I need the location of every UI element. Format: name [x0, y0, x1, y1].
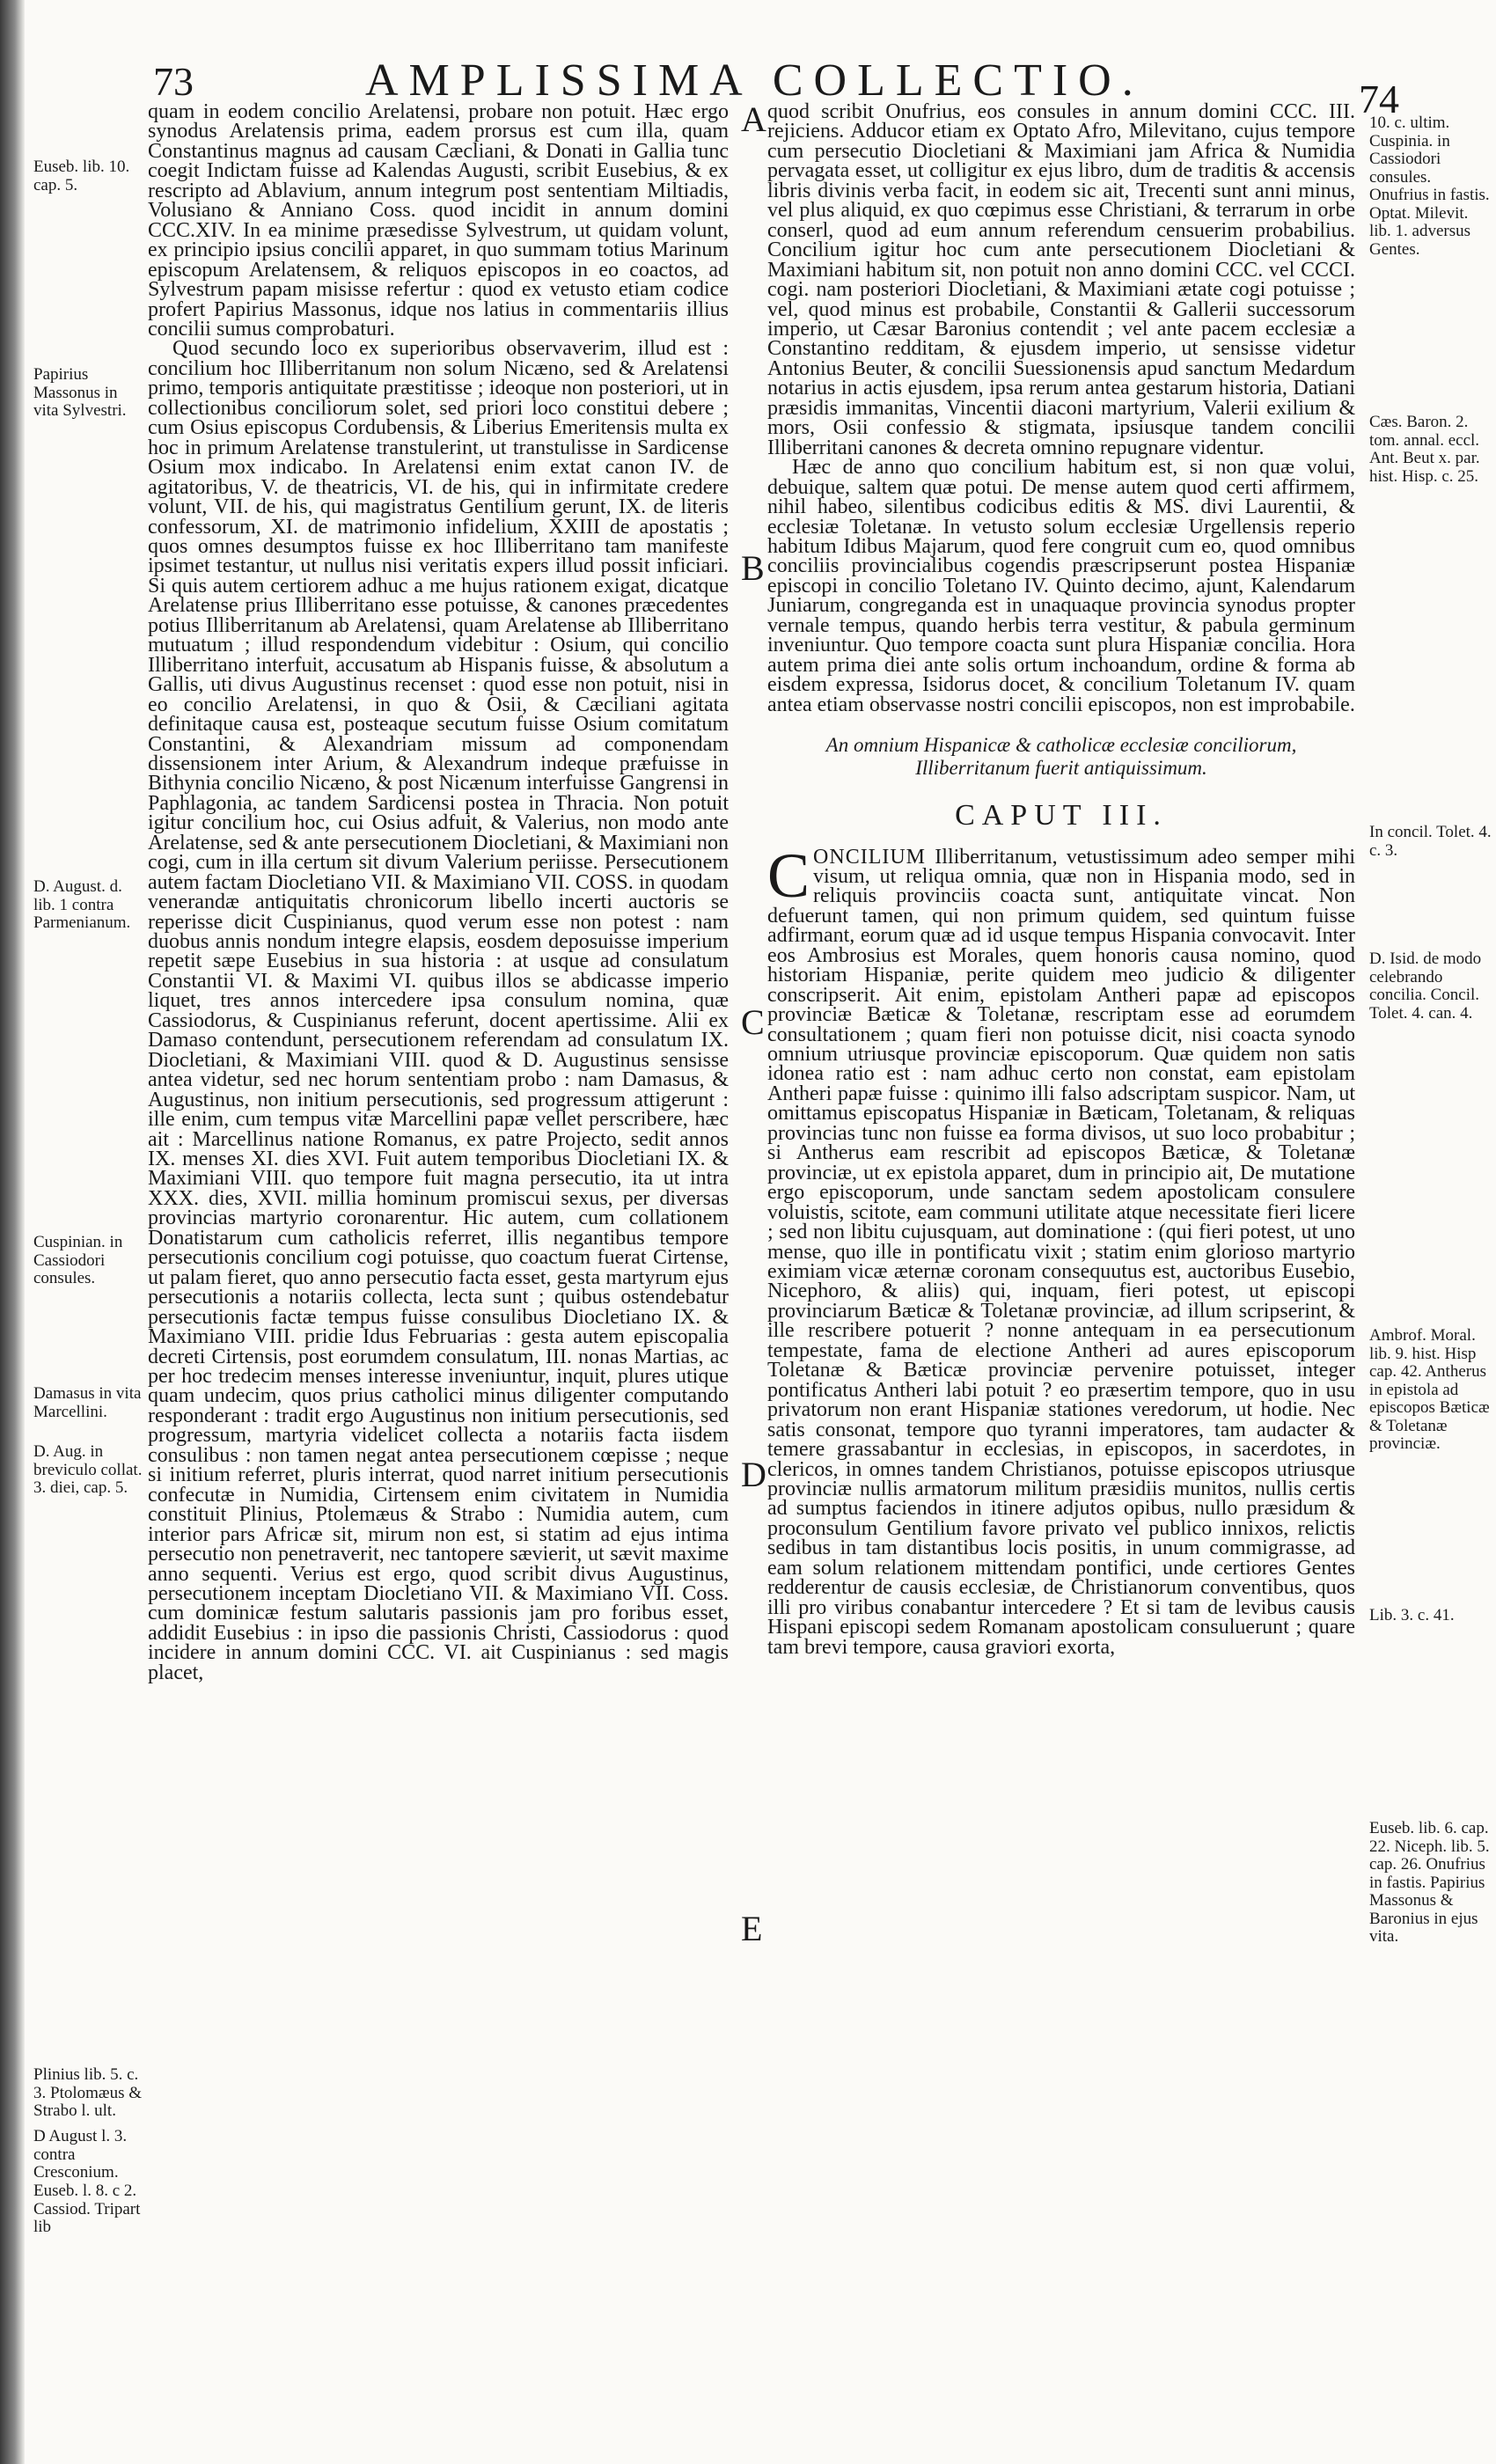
page-number-right: 74	[1359, 77, 1399, 121]
chapter-first-word: ONCILIUM	[813, 845, 927, 869]
page-number-left: 73	[153, 59, 194, 104]
margin-note-right: 10. c. ultim. Cuspinia. in Cassiodori consules. Onufrius in fastis. Optat. Milevit. lib. 1. adversus Gentes.	[1369, 114, 1490, 259]
section-letter-a: A	[741, 99, 766, 139]
paragraph: quod scribit Onufrius, eos consules in annum domini CCC. III. rejiciens. Adducor etiam ex Optato Afro, Milevitano, cujus tempore cum persecutio Diocletiani & Maximiani jam Africa & Numidia pervagata esset, ut colligitur ex ejus libro, dum de traditis & accensis libris divinis verba facit, in eodem sic ait, Trecenti sunt anni minus, vel plus aliquid, ex quo cœpimus esse Christiani, & terrarum in orbe conserl, quod ad eum annum referendum censuerim probabilius. Concilium igitur hoc cum ante persecutionem Diocletiani & Maximiani habitum sit, non potuit non anno domini CCC. vel CCCI. cogi. nam posteriori Diocletiani, & Maximiani ætate cogi potuisse ; vel, quod minus est probabile, Constantii & Gallerii successorum imperio, ut Cæsar Baronius contendit ; vel ante pacem ecclesiæ a Constantino redditam, & ejusdem imperio, ut sensisse videtur Antonius Beuter, & concilii Suessionensis apud sanctum Medardum notarius in actis ejusdem, ipsa rerum antea gestarum historia, Datiani præsidis immanitas, Vincentii diaconi martyrium, Valerii exilium & mors, Osii confessio & stigmata, ipsiusque tandem concilii Illiberritani canones & decreta omnino repugnare videntur.	[767, 100, 1355, 459]
chapter-paragraph	[767, 840, 1355, 1659]
margin-note-left: D. Aug. in breviculo collat. 3. diei, cap. 5.	[33, 1442, 143, 1497]
margin-note-left: D. August. d. lib. 1 contra Parmenianum.	[33, 877, 131, 932]
margin-note-right: In concil. Tolet. 4. c. 3.	[1369, 823, 1492, 860]
margin-note-left: Cuspinian. in Cassiodori consules.	[33, 1233, 123, 1287]
margin-note-left: Euseb. l. 8. c 2. Cassiod. Tripart lib	[33, 2182, 141, 2236]
section-letter-d: D	[741, 1455, 766, 1494]
margin-note-right: Lib. 3. c. 41.	[1369, 1606, 1455, 1624]
chapter-heading: CAPUT III.	[955, 799, 1168, 832]
margin-note-left: D August l. 3. contra Cresconium.	[33, 2127, 128, 2182]
paragraph: Hæc de anno quo concilium habitum est, si non quæ volui, debuique, saltem quæ potui. De mense autem quod certi affirmem, nihil habeo, silentibus codicibus editis & MS. divi Laurentii, & ecclesiæ Toletanæ. In vetusto solum ecclesiæ Urgellensis reperio habitum Idibus Majarum, quod fere congruit cum eo, quod omnibus conciliis provincialibus cogendis præscripserunt postea Hispaniæ episcopi in concilio Toletano IV. Quinto decimo, ajunt, Kalendarum Juniarum, congreganda est in unaquaque provincia synodus propter vernale tempus, quando herbis terra vestitur, & pabula germinum inveniuntur. Quo tempore coacta sunt plura Hispaniæ concilia. Hora autem prima diei ante solis ortum inchoandum, ordine & forma ab eisdem expressa, Isidorus docet, & concilium Toletanum IV. quam antea etiam observasse nostri concilii episcopos, non est improbabile.	[767, 456, 1355, 716]
paragraph: quam in eodem concilio Arelatensi, probare non potuit. Hæc ergo synodus Arelatensis prima, eadem prorsus est cum illa, quam Constantinus magnus ad causam Cæcliani, & Donati in Gallia tunc coegit Indictam fuisse ad Kalendas Augusti, scribit Eusebius, & ex rescripto ad Ablavium, annum integrum post sententiam Miltiadis, Volusiano & Anniano Coss. quod incidit in annum domini CCC.XIV. In ea minime præsedisse Sylvestrum, ut quidam volunt, ex principio ipsius concilii apparet, in quo summam totius Marinum episcopum Arelatensem, & reliquos episcopos in eo coactos, ad Sylvestrum papam misisse refertur : quod ex vetusto etiam codice profert Papirius Massonus, idque nos latius in commentariis illius concilii sumus comprobaturi.	[148, 100, 729, 341]
chapter-body: Illiberritanum, vetustissimum adeo semper mihi visum, ut reliqua omnia, quæ non in Hispania modo, sed in reliquis provinciis coacta sunt, antiquitate vincat. Non defuerunt tamen, qui non primum quidem, sed quintum fuisse adfirmant, eorum quæ ad id usque tempus Hispania convocavit. Inter eos Ambrosius est Morales, quem honoris causa nomino, quod historiam Hispaniæ, perite quidem meo judicio & diligenter conscripserit. Ait enim, epistolam Antheri papæ ad episcopos provinciæ Bæticæ & Toletanæ, rescriptam esse ad eorumdem consultationem ; quam fieri non potuisse dicit, nisi coacta synodo omnium utriusque provinciæ episcoporum. Quæ quidem non satis idonea ratio est : nam adhuc certo non constat, eam epistolam Antheri papæ fuisse : quinimo illi falso adscriptam suspicor. Nam, ut omittamus episcopatus Hispaniæ in Bæticam, Toletanam, & reliquas provincias tunc non fuisse ea forma divisos, ut suo loco probabitur ; si Antherus eam rescribit ad episcopos Bæticæ, & Toletanæ provinciæ, ut ex epistola apparet, dum in principio ait, De mutatione ergo episcoporum, unde sanctam sedem apostolicam consulere voluistis, scitote, eam communi utilitate atque necessitate fieri licere ; sed non libitu cujusquam, aut dominatione : (qui fieri potest, ut uno mense, quo ille in pontificatu vixit ; statim enim glorioso martyrio eximiam vicæ æternæ coronam consequutus est, auctoribus Eusebio, Nicephoro, & aliis) qui, inquam, fieri potest, ut episcopi provinciarum Bæticæ & Toletanæ provinciæ, ad illum scripserint, & ille rescribere potuerit ? nonne antequam in ea persecutionum tempestate, fama de electione Antheri ad aures episcoporum Toletanæ & Bæticæ provinciæ pervenire potuisset, integer pontificatus Antheri labi potuit ? eo præsertim tempore, quo in usu privatorum non erant Hispaniæ stationes veredorum, ut hodie. Nec satis consonat, tempore quo tyranni imperatores, tam audacter & temere grassabantur in ecclesias, in episcopos, in sacerdotes, in clericos, in omnes tandem Christianos, potuisse episcopos utriusque provinciæ nullis armatorum militum præsidiis munitos, nullis certis ad sumptus faciendos in itinere adjutos opibus, nullo præsidum & proconsulum Gentilium favore privato vel publico innixos, relictis sedibus in tam distantibus locis positis, in unum commigrasse, ad eam solum relationem mittendam pontifici, unde certiores Gentes redderentur de causis ecclesiæ, de Christianorum conventibus, quos illi pro viribus conabantur intercedere ? Et si tam de levibus causis Hispani episcopi sedem Romanam apostolicam consuluerunt ; quare tam brevi tempore, causa graviori exorta,	[767, 845, 1355, 1659]
margin-note-left: Damasus in vita Marcellini.	[33, 1384, 142, 1421]
right-text-column	[767, 102, 1355, 1657]
running-title: AMPLISSIMA COLLECTIO.	[365, 55, 1144, 106]
paragraph: Quod secundo loco ex superioribus observaverim, illud est : concilium hoc Illiberritanum non solum Nicæno, sed & Arelatensi primo, temporis antiquitate præstitisse ; ideoque non posteriori, ut in collectionibus conciliorum solet, sed priori loco constitui debere ; cum Osius episcopus Cordubensis, & Liberius Emeritensis multa ex hoc in primum Arelatense transtulerint, ut transtulisse in Sardicense Osium mox indicabo. In Arelatensi enim extat canon IV. de agitatoribus, V. de theatricis, VI. de his, qui in infirmitate credere volunt, VII. de his, qui magistratus Gentilium gerunt, IX. de literis confessorum, XI. de matrimonio infidelium, XXIII de apostatis ; quos omnes desumptos fuisse ex hoc Illiberritano tam manifeste ipsimet testantur, ut nullus nisi veritatis expers illud possit inficiari. Si quis autem certiorem adhuc a me hujus rationem exigat, dicatque Arelatense prius Illiberritano esse potuisse, & canones præcedentes potius Illiberritanum ab Arelatensi, quam Arelatense ab Illiberritano mutuatum ; illud respondendum videbitur : Osium, qui concilio Illiberritano interfuit, accusatum ab Hispanis fuisse, & absolutum a Gallis, uti divus Augustinus recenset : quod esse non potuit, nisi in eo concilio Arelatensi, in quo & Osii, & Cæciliani agitata definitaque causa est, posteaque secutum fuisse Osium comitatum Constantini, & Alexandriam missum ad componendam dissensionem inter Arium, & Alexandrum indeque præfuisse in Bithynia concilio Nicæno, & post Nicænum interfuisse Gangrensi in Paphlagonia, ac tandem Sardicensi postea in Thracia. Non potuit igitur concilium hoc, cui Osius adfuit, & Valerius, non modo ante Arelatense, sed & ante persecutionem Diocletiani, & Maximiani non cogi, cum in illa certum sit divum Valerium periisse. Persecutionem autem factam Diocletiano VII. & Maximiano VII. COSS. in quodam venerandæ antiquitatis chronicorum libello incerti auctoris se reperisse dicit Cuspinianus, quod verum esse non potest : nam duobus annis nondum integre elapsis, eosdem deposuisse imperium repetit sæpe Eusebius in sua historia : at usque ad consulatum Constantii VI. & Maximi VI. quibus illos se abdicasse imperio liquet, tres annos intercedere ipsa consulum nomina, quæ Cassiodorus, & Cuspinianus referunt, docent apertissime. Alii ex Damaso contendunt, persecutionem referendam ad consulatum IX. Diocletiani, & Maximiani VIII. quod & D. Augustinus sensisse antea videtur, sed nec horum sententiam probo : nam Damasus, & Augustinus, non initium persecutionis, sed progressum attigerunt : ille enim, cum tempus vitæ Marcellini papæ vellet perscribere, hæc ait : Marcellinus natione Romanus, ex patre Projecto, sedit annos IX. menses XI. dies XVI. Fuit autem temporibus Diocletiani IX. & Maximiani VIII. quo tempore fuit magna persecutio, ita ut intra XXX. dies, XVII. millia hominum promiscui sexus, per diversas provincias martyrio coronarentur. Hic autem, cum collationem Donatistarum cum catholicis referret, illis negantibus tempore persecutionis concilium cogi potuisse, quo coactum fuerat Cirtense, ut palam fieret, quo anno persecutio facta esset, gesta martyrum ejus persecutionis a notariis collecta, lecta sunt ; quibus ostendebatur persecutionis factæ tempus fuisse consulibus Diocletiano IX. & Maximiano VIII. pridie Idus Februarias : gesta autem episcopalia decreti Cirtensis, post eorumdem consulatum, III. nonas Martias, ac per hoc tredecim menses interesse inveniuntur, inquit, plures utique quam undecim, quos prius catholici minus diligenter computando responderant : tradit ergo Augustinus non initium persecutionis, sed progressum, martyria videlicet collecta a notariis facta iisdem consulibus : non tamen negat antea persecutionem cœpisse ; neque si initium referret, pluris interrat, quod narret initium persecutionis confecutæ in Numidia, Cirtensem enim civitatem in Numidia constituit Plinius, Ptolemæus & Strabo : Numidia autem, cum interior pars Africæ sit, mirum non est, si statim ad ejus intima persecutio non penetraverit, nec tantopere sævierit, ut sævit maxime anno sequenti. Verius est ergo, quod scribit divus Augustinus, persecutionem inceptam Diocletiano VII. & Maximiano VII. Coss. cum dominicæ festum salutaris passionis jam pro foribus esset, addidit Eusebius : in ipso die passionis Christi, Cassiodorus : quod incidere in annum domini CCC. VI. ait Cuspinianus : sed magis placet,	[148, 337, 729, 1684]
page-gutter-shadow	[0, 0, 25, 2464]
section-letter-c: C	[741, 1002, 765, 1042]
margin-note-left: Euseb. lib. 10. cap. 5.	[33, 158, 130, 194]
margin-note-right: Cæs. Baron. 2. tom. annal. eccl. Ant. Beut x. par. hist. Hisp. c. 25.	[1369, 413, 1480, 486]
margin-note-right: D. Isid. de modo celebrando concilia. Concil. Tolet. 4. can. 4.	[1369, 950, 1482, 1023]
margin-note-right: Euseb. lib. 6. cap. 22. Niceph. lib. 5. cap. 26. Onufrius in fastis. Papirius Massonus & Baronius in ejus vita.	[1369, 1819, 1490, 1946]
margin-note-right: Ambrof. Moral. lib. 9. hist. Hisp cap. 42. Antherus in epistola ad episcopos Bæticæ & Toletanæ provinciæ.	[1369, 1326, 1490, 1453]
drop-cap: C	[767, 840, 810, 911]
section-subtitle: An omnium Hispanicæ & catholicæ ecclesiæ conciliorum, Illiberritanum fuerit antiquissimum.	[825, 734, 1297, 780]
left-text-column	[148, 102, 729, 1683]
margin-note-left: Papirius Massonus in vita Sylvestri.	[33, 365, 127, 420]
section-letter-b: B	[741, 548, 765, 588]
margin-note-left: Plinius lib. 5. c. 3. Ptolomæus & Strabo l. ult.	[33, 2065, 142, 2120]
section-letter-e: E	[741, 1909, 763, 1948]
